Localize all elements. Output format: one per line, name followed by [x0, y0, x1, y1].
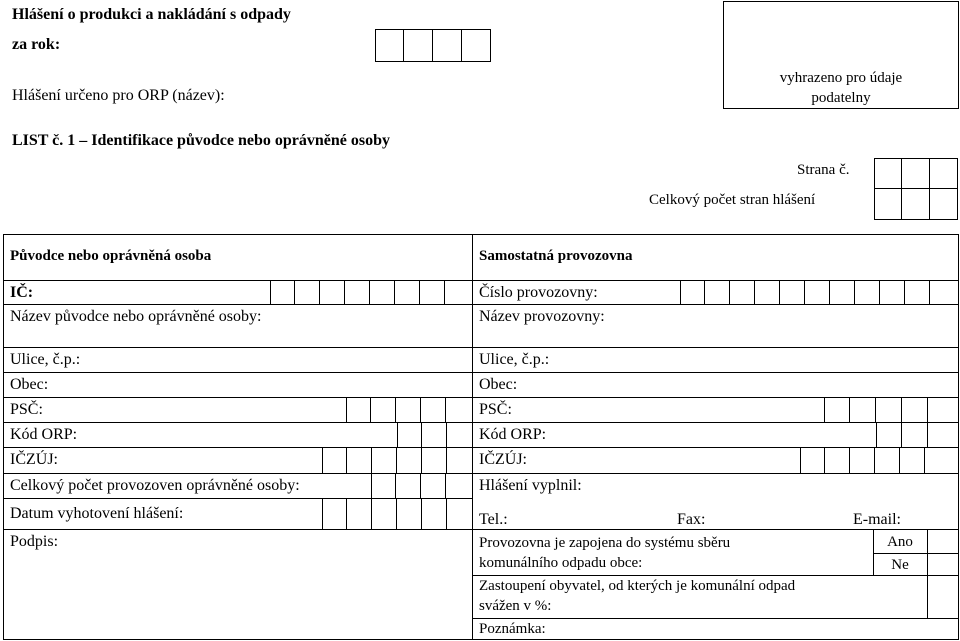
left-street-label: Ulice, č.p.:	[10, 351, 81, 368]
form-title: Hlášení o produkci a nakládání s odpady	[12, 6, 291, 23]
waste-system-question-line1: Provozovna je zapojena do systému sběru	[479, 535, 731, 551]
tel-label: Tel.:	[479, 511, 508, 528]
date-cells[interactable]	[322, 498, 472, 529]
left-city-label: Obec:	[10, 376, 49, 393]
option-yes-checkbox[interactable]	[928, 530, 958, 552]
ic-input-cells[interactable]	[270, 280, 472, 304]
left-iczuj-label: IČZÚJ:	[10, 451, 58, 468]
page-number-cells[interactable]	[874, 158, 958, 189]
right-orp-code-cells[interactable]	[876, 422, 959, 447]
fax-label: Fax:	[677, 511, 706, 528]
right-iczuj-cells[interactable]	[800, 447, 959, 473]
left-psc-label: PSČ:	[10, 401, 43, 418]
total-pages-cells[interactable]	[874, 188, 958, 220]
premise-number-label: Číslo provozovny:	[479, 284, 598, 301]
left-orp-code-label: Kód ORP:	[10, 426, 78, 443]
year-label: za rok:	[12, 36, 61, 53]
waste-system-question-line2: komunálního odpadu obce:	[479, 555, 643, 571]
date-label: Datum vyhotovení hlášení:	[10, 505, 184, 522]
premises-count-cells[interactable]	[371, 473, 472, 498]
year-input-cells[interactable]	[375, 29, 491, 62]
right-street-label: Ulice, č.p.:	[479, 351, 550, 368]
ic-label: IČ:	[10, 284, 34, 301]
left-psc-cells[interactable]	[346, 397, 472, 422]
right-city-label: Obec:	[479, 376, 518, 393]
option-no-label[interactable]: Ne	[891, 557, 909, 573]
population-share-question-line1: Zastoupení obyvatel, od kterých je komunální odpad	[479, 578, 796, 594]
right-psc-label: PSČ:	[479, 401, 512, 418]
right-iczuj-label: IČZÚJ:	[479, 451, 527, 468]
signature-label: Podpis:	[10, 533, 59, 550]
population-share-input[interactable]	[928, 576, 958, 617]
premise-number-cells[interactable]	[680, 280, 959, 304]
right-heading: Samostatná provozovna	[479, 248, 633, 264]
option-no-checkbox[interactable]	[928, 554, 958, 574]
left-heading: Původce nebo oprávněná osoba	[10, 248, 212, 264]
right-orp-code-label: Kód ORP:	[479, 426, 547, 443]
filled-by-label: Hlášení vyplnil:	[479, 477, 582, 494]
column-divider	[472, 234, 473, 640]
originator-name-label: Název původce nebo oprávněné osoby:	[10, 308, 262, 325]
left-iczuj-cells[interactable]	[322, 447, 472, 473]
right-psc-cells[interactable]	[824, 397, 959, 422]
total-pages-label: Celkový počet stran hlášení	[649, 192, 816, 208]
population-share-question-line2: svážen v %:	[479, 598, 552, 614]
orp-label: Hlášení určeno pro ORP (název):	[12, 87, 225, 104]
note-label: Poznámka:	[479, 621, 546, 637]
reserved-text-2: podatelny	[811, 90, 871, 106]
left-orp-code-cells[interactable]	[397, 422, 472, 447]
premise-name-label: Název provozovny:	[479, 308, 605, 325]
list-title: LIST č. 1 – Identifikace původce nebo oprávněné osoby	[12, 132, 390, 149]
premises-count-label: Celkový počet provozoven oprávněné osoby:	[10, 477, 300, 494]
reserved-text-1: vyhrazeno pro údaje	[779, 70, 903, 86]
option-yes-label[interactable]: Ano	[887, 534, 913, 550]
email-label: E-mail:	[853, 511, 901, 528]
page-number-label: Strana č.	[797, 162, 850, 178]
